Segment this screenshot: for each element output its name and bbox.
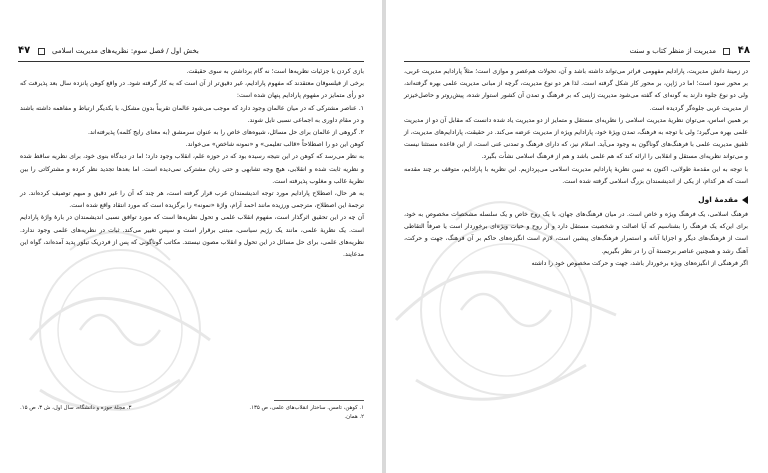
footnote: ۱. کوهن، تامس. ساختار انقلاب‌های علمی، ص ۱۳۵. <box>249 405 364 411</box>
left-page <box>0 0 382 473</box>
header-square-icon <box>38 48 45 55</box>
page-body <box>404 66 748 270</box>
footnotes <box>20 404 364 422</box>
paragraph: آن چه در این تحقیق اثرگذار است، مفهوم انقلاب علمی و تحول نظریه‌ها است که مورد توافق نسبی اندیشمندان در بارهٔ واژهٔ پارادایم است. یک نظریهٔ علمی، مانند یک رژیم سیاسی، مبتنی برقرار است و سپس تغییر می‌کند. ثبات در نظریه‌های علمی وجود ندارد. نظریه‌های علمی، برای حل مسائل در این تحول و انقلاب مصون نیستند. مکاتب گوناگونی که پس از فردریک تیلور پدید آمده‌اند، گواه این مدعایند. <box>20 214 364 259</box>
running-header-title: مدیریت از منظر کتاب و سنت <box>629 47 716 55</box>
page-number: ۴۷ <box>18 45 31 56</box>
triangle-marker-icon <box>742 196 748 204</box>
paragraph: اگر فرهنگی از انگیزه‌های ویژه برخوردار باشد، جهت و حرکت مخصوص خود را داشته <box>531 259 748 267</box>
paragraph: ۲. گروهی از عالمان برای حل مسائل، شیوه‌های خاص را به عنوان سرمشق (به معنای رایج کلمه) پذیرفته‌اند. <box>87 129 364 137</box>
header-square-icon <box>723 48 730 55</box>
footnote-divider <box>274 400 364 401</box>
paragraph: برخی از فیلسوفان معتقدند که مفهوم پارادایم، غیر دقیق‌تر از آن است که به کار گرفته شود. در واقع کوهن پانزده سال بعد پذیرفت که دو رأی متمایز در مفهوم پارادایم پنهان شده است: <box>20 80 364 100</box>
page-body <box>20 66 364 261</box>
paragraph: بر همین اساس، می‌توان نظریهٔ مدیریت اسلامی را نظریه‌ای مستقل و متمایز از دو مدیریت یاد شده دانست که مقابل آن دو از مدیریت علمی بهره می‌گیرد؛ ولی با توجه به فرهنگ، تمدن ویژهٔ خود، پارادایم ویژه از مدیریت عرضه می‌کند. در حقیقت، پارادایم‌های مدیریت، از تلفیق مدیریت علمی با فرهنگ‌های گوناگون به وجود می‌آید. اسلام نیز، که دارای فرهنگ و تمدنی غنی است، از این قاعده مستثنا نیست و می‌تواند نظریه‌ای مستقل و انقلابی را ارائه کند که هم علمی باشد و هم از فرهنگ اسلامی نشأت بگیرد. <box>404 116 748 161</box>
page-header <box>18 45 364 62</box>
paragraph: با توجه به این مقدمهٔ طولانی، اکنون به تبیین نظریهٔ پارادایم مدیریت اسلامی می‌پردازیم. این نظریه با پارادایم، متوقف بر چند مقدمه است که هر کدام، از یکی از اندیشمندان بزرگ اسلامی گرفته شده است. <box>404 165 748 185</box>
running-header-title: بخش اول / فصل سوم: نظریه‌های مدیریت اسلامی <box>52 47 199 55</box>
paragraph: بازی کردن با جزئیات نظریه‌ها است؛ نه گام برداشتن به سوی حقیقت. <box>186 68 364 75</box>
paragraph: فرهنگ اسلامی، یک فرهنگ ویژه و خاص است. در میان فرهنگ‌های جهان، با یک روح خاص و یک سلسله مشخصات مخصوص به خود، برای این‌که یک فرهنگ را بشناسیم که آیا اصالت و شخصیت مستقل دارد و از روح و حیات ویژه‌ای برخوردار است یا صرفاً التقاطی است از فرهنگ‌های دیگر و اجزایا آنانه و استمرار فرهنگ‌های پیشین است، لازم است انگیزه‌های حاکم بر آن فرهنگ، جهت و حرکت، آهنگ رشد و همچنین عناصر برجستهٔ آن را در نظر بگیریم. <box>404 211 748 255</box>
paragraph: در زمینهٔ دانش مدیریت، پارادایم مفهومی فراتر می‌تواند داشته باشد و آن، تحولات هم‌عصر و موازی است؛ مثلاً پارادایم مدیریت غربی، بر محور سود است؛ اما در ژاپن، بر محور کار شکل گرفته است. لذا هر دو نوع مدیریت، گرچه از مبانی مدیریت علمی بهره گرفته‌اند، ولی دو نوع جلوه دارند به گونه‌ای که گفته می‌شود مدیریت ژاپنی که بر فرهنگ و تمدن آن کشور استوار شده، پیش‌روتر و حاصل‌خیزتر از مدیریت غربی جلوه‌گر گردیده است. <box>404 68 748 112</box>
section-heading-text: مقدمهٔ اول <box>698 195 738 205</box>
section-heading <box>404 192 748 207</box>
footnote: ۲. همان. <box>344 414 364 420</box>
paragraph: به نظر می‌رسد که کوهن در این نتیجه رسیده بود که در حوزه علم، انقلاب وجود دارد؛ اما در دیدگاه بنوی خود، برای نظریه ساقط شده و نظریه ثابت شده و انقلابی، هیچ وجه تشابهی و حتی زبان مشترکی نمی‌دیده است. اما بعدها تجدید نظر کرده و مشترکاتی را بین نظریهٔ غالب و مغلوب پذیرفته است. <box>20 153 364 185</box>
footnote: ۳. مجلهٔ حوزه و دانشگاه، سال اول، ش ۳، ص ۱۵. <box>20 405 132 411</box>
right-page <box>386 0 768 473</box>
page-header <box>404 45 750 62</box>
page-number: ۴۸ <box>737 45 750 56</box>
paragraph: به هر حال، اصطلاح پارادایم مورد توجه اندیشمندان غرب قرار گرفته است، هر چند که آن را غیر دقیق و مبهم توصیف کرده‌اند. در ترجمهٔ این اصطلاح، مترجمی ورزیده مانند احمد آرام، واژهٔ «نمونه» را برگزیده است که مورد انتقاد واقع شده است. <box>20 190 364 210</box>
paragraph: کوهن این دو را اصطلاحاً «قالب تعلیمی» و «نمونه شاخص» می‌خواند. <box>185 141 364 149</box>
paragraph: ۱. عناصر مشترکی که در میان عالمان وجود دارد که موجب می‌شود عالمان تقریباً بدون مشکل، با یکدیگر ارتباط و مفاهمه داشته باشند و در مقام داوری به اجماعی نسبی نایل شوند. <box>20 104 364 124</box>
